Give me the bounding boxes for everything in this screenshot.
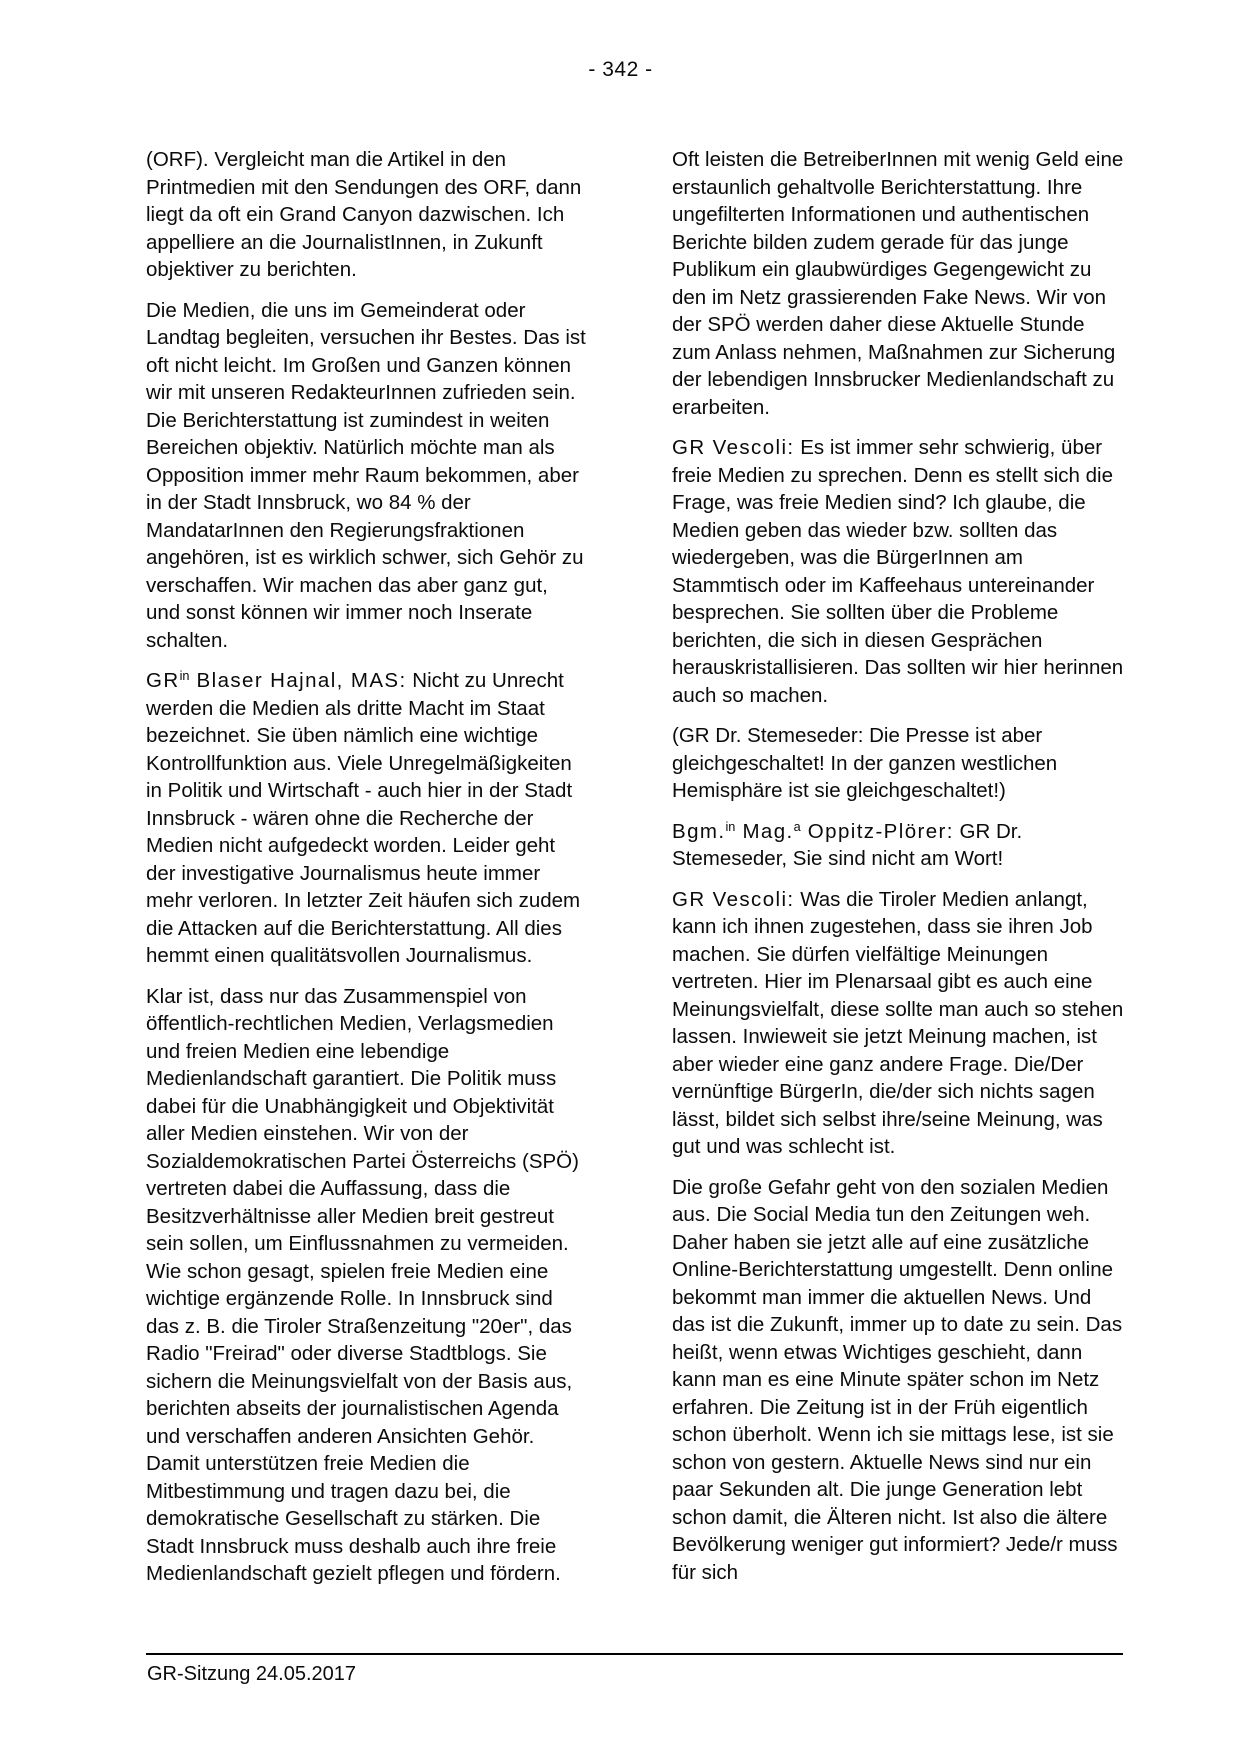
body-text: Die Medien, die uns im Gemeinderat oder Landtag begleiten, versuchen ihr Bestes. Das ist oft nicht leicht. Im Großen und Ganzen können wir mit unseren RedakteurInnen zufrieden sein. Die Berichterstattung ist zumindest in weiten Bereichen objektiv. Natürlich möchte man als Opposition immer mehr Raum bekommen, aber in der Stadt Innsbruck, wo 84 % der MandatarInnen den Regierungsfraktionen angehören, ist es wirklich schwer, sich Gehör zu verschaffen. Wir machen das aber ganz gut, und sonst können wir immer noch Inserate schalten. [146,298,586,652]
superscript: a [793,818,801,834]
paragraph [672,722,1124,805]
text-column-left [146,146,587,1601]
paragraph [146,983,587,1588]
body-text: Es ist immer sehr schwierig, über freie Medien zu sprechen. Denn es stellt sich die Frage, was freie Medien sind? Ich glaube, die Medien geben das wieder bzw. sollten das wiedergeben, was die BürgerInnen am Stammtisch oder im Kaffeehaus untereinander besprechen. Sie sollten über die Probleme berichten, die sich in diesen Gesprächen herauskristallisieren. Das sollten wir hier herinnen auch so machen. [672,436,1124,707]
speaker-name: Bgm. [672,819,726,843]
body-text: (GR Dr. Stemeseder: Die Presse ist aber gleichgeschaltet! In der ganzen westlichen Hemisphäre ist sie gleichgeschaltet!) [672,724,1058,802]
paragraph [672,886,1124,1161]
paragraph [672,1174,1124,1587]
speaker-name: Mag. [735,819,794,843]
body-text: Klar ist, dass nur das Zusammenspiel von öffentlich-rechtlichen Medien, Verlagsmedien und freien Medien eine lebendige Medienlandschaft garantiert. Die Politik muss dabei für die Unabhängigkeit und Objektivität aller Medien einstehen. Wir von der Sozialdemokratischen Partei Österreichs (SPÖ) vertreten dabei die Auffassung, dass die Besitzverhältnisse aller Medien breit gestreut sein sollen, um Einflussnahmen zu vermeiden. Wie schon gesagt, spielen freie Medien eine wichtige ergänzende Rolle. In Innsbruck sind das z. B. die Tiroler Straßenzeitung "20er", das Radio "Freirad" oder diverse Stadtblogs. Sie sichern die Meinungsvielfalt von der Basis aus, berichten abseits der journalistischen Agenda und verschaffen anderen Ansichten Gehör. Damit unterstützen freie Medien die Mitbestimmung und tragen dazu bei, die demokratische Gesellschaft zu stärken. Die Stadt Innsbruck muss deshalb auch ihre freie Medienlandschaft gezielt pflegen und fördern. [146,984,579,1585]
speaker-name: GR Vescoli: [672,887,795,911]
body-text: Die große Gefahr geht von den sozialen Medien aus. Die Social Media tun den Zeitungen weh. Daher haben sie jetzt alle auf eine zusätzliche Online-Berichterstattung umgestellt. Denn online bekommt man immer die aktuellen News. Und das ist die Zukunft, immer up to date zu sein. Das heißt, wenn etwas Wichtiges geschieht, dann kann man es eine Minute später schon im Netz erfahren. Die Zeitung ist in der Früh eigentlich schon überholt. Wenn ich sie mittags lese, ist sie schon von gestern. Aktuelle News sind nur ein paar Sekunden alt. Die junge Generation lebt schon damit, die Älteren nicht. Ist also die ältere Bevölkerung weniger gut informiert? Jede/r muss für sich [672,1175,1123,1584]
superscript: in [725,818,736,834]
paragraph [672,818,1124,873]
footer-session-label: GR-Sitzung 24.05.2017 [147,1663,357,1685]
speaker-name: GR Vescoli: [672,436,795,459]
body-text: (ORF). Vergleicht man die Artikel in den Printmedien mit den Sendungen des ORF, dann liegt da oft ein Grand Canyon dazwischen. Ich appelliere an die JournalistInnen, in Zukunft objektiver zu berichten. [146,148,582,281]
page-number: - 342 - [588,58,653,81]
footer-divider [146,1653,1123,1655]
text-column-right [672,146,1124,1601]
speaker-name: Blaser Hajnal, MAS: [189,669,407,692]
body-text: Was die Tiroler Medien anlangt, kann ich ihnen zugestehen, dass sie ihren Job machen. Sie dürfen vielfältige Meinungen vertreten. Hier im Plenarsaal gibt es auch eine Meinungsvielfalt, diese sollte man auch so stehen lassen. Inwieweit sie jetzt Meinung machen, ist aber wieder eine ganz andere Frage. Die/Der vernünftige BürgerIn, die/der sich nichts sagen lässt, bildet sich selbst ihre/seine Meinung, was gut und was schlecht ist. [672,887,1124,1158]
superscript: in [179,668,190,683]
paragraph [672,146,1124,421]
paragraph [146,297,587,655]
speaker-name: Oppitz-Plörer: [800,819,954,843]
body-text: Oft leisten die BetreiberInnen mit wenig Geld eine erstaunlich gehaltvolle Berichterstattung. Ihre ungefilterten Informationen und authentischen Berichte bilden zudem gerade für das junge Publikum ein glaubwürdiges Gegengewicht zu den im Netz grassierenden Fake News. Wir von der SPÖ werden daher diese Aktuelle Stunde zum Anlass nehmen, Maßnahmen zur Sicherung der lebendigen Innsbrucker Medienlandschaft zu erarbeiten. [672,148,1124,419]
paragraph [672,434,1124,709]
paragraph [146,146,587,284]
page-body [146,146,1124,1601]
speaker-name: GR [146,669,180,692]
paragraph [146,667,587,970]
body-text: GR Dr. Stemeseder, Sie sind nicht am Wort! [672,819,1023,870]
body-text: Nicht zu Unrecht werden die Medien als dritte Macht im Staat bezeichnet. Sie üben nämlich eine wichtige Kontrollfunktion aus. Viele Unregelmäßigkeiten in Politik und Wirtschaft - auch hier in der Stadt Innsbruck - wären ohne die Recherche der Medien nicht aufgedeckt worden. Leider geht der investigative Journalismus heute immer mehr verloren. In letzter Zeit häufen sich zudem die Attacken auf die Berichterstattung. All dies hemmt einen qualitätsvollen Journalismus. [146,669,581,967]
